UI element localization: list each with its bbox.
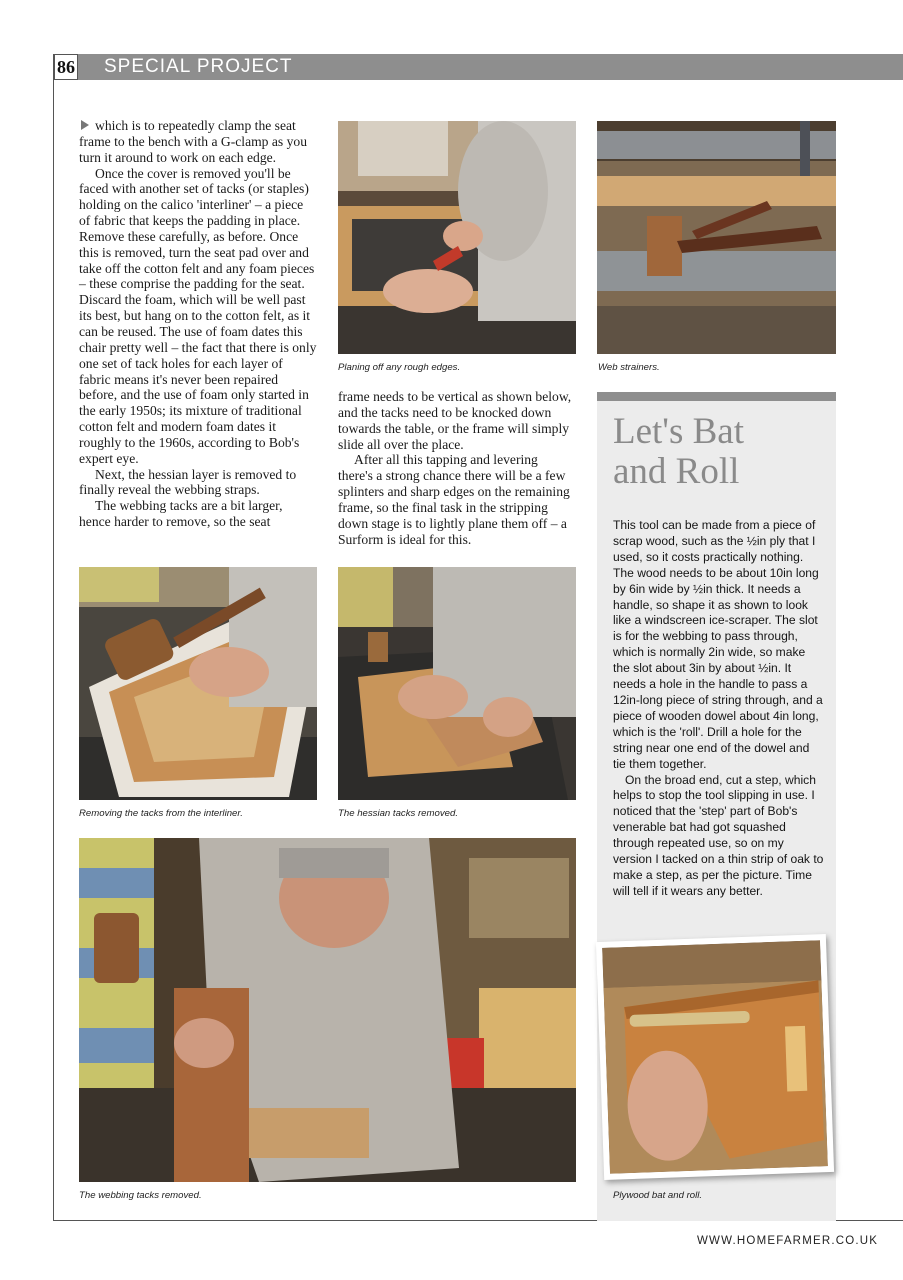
paragraph: frame needs to be vertical as shown below, and the tacks need to be knocked down towards the table, or the frame will simply slide all over the place. xyxy=(338,389,572,452)
sidebar-body xyxy=(613,518,825,900)
article-column-1 xyxy=(79,118,317,530)
caption-planing: Planing off any rough edges. xyxy=(338,362,461,373)
paragraph: This tool can be made from a piece of scrap wood, such as the ½in ply that I used, so it costs practically nothing. The wood needs to be about 10in long by 6in wide by ½in thick. It needs a handle, so shape it as shown to look like a windscreen ice-scraper. The slot is for the webbing to pass through, which is normally 2in wide, so make the slot about 3in by about ½in. It needs a hole in the handle to pass a 12in-long piece of string through, and a piece of wooden dowel about 4in long, which is the 'roll'. Drill a hole for the string near one end of the dowel and tie them together. xyxy=(613,518,823,771)
paragraph: which is to repeatedly clamp the seat frame to the bench with a G-clamp as you turn it around to work on each edge. xyxy=(79,118,307,165)
paragraph: On the broad end, cut a step, which helps to stop the tool slipping in use. I noticed that the 'step' part of Bob's venerable bat had got squashed through repeated use, so on my version I tacked on a thin strip of oak to make a step, as per the picture. Time will tell if it wears any better. xyxy=(613,772,824,898)
paragraph: Once the cover is removed you'll be faced with another set of tacks (or staples) holding on the calico 'interliner' – a piece of fabric that keeps the padding in place. Remove these carefully, as before. Once this is removed, turn the seat pad over and take off the cotton felt and any foam pieces – these comprise the padding for the seat. Discard the foam, which will be well past its best, but hang on to the cotton felt, as it can be reused. The use of foam dates this chair pretty well – the fact that there is only one set of tack holes for each layer of fabric means it's never been repaired before, and the use of foam only started in the early 1950s; its mixture of traditional cotton felt and modern foam dates it roughly to the 1960s, according to Bob's expert eye. xyxy=(79,165,317,466)
caption-webbing: The webbing tacks removed. xyxy=(79,1190,202,1201)
triangle-bullet-icon xyxy=(81,120,89,130)
paragraph: The webbing tacks are a bit larger, hence harder to remove, so the seat xyxy=(79,498,283,530)
photo-web-strainers xyxy=(597,121,836,354)
photo-interliner xyxy=(79,567,317,800)
caption-web-strainers: Web strainers. xyxy=(598,362,660,373)
sidebar-top-bar xyxy=(597,392,836,401)
photo-bat-and-roll xyxy=(596,934,834,1180)
paragraph: Next, the hessian layer is removed to finally reveal the webbing straps. xyxy=(79,466,297,498)
left-rule xyxy=(53,54,54,1221)
section-title: SPECIAL PROJECT xyxy=(104,56,293,77)
website-url: WWW.HOMEFARMER.CO.UK xyxy=(697,1235,879,1247)
page-number: 86 xyxy=(54,54,78,80)
caption-hessian: The hessian tacks removed. xyxy=(338,808,458,819)
photo-webbing xyxy=(79,838,576,1182)
caption-interliner: Removing the tacks from the interliner. xyxy=(79,808,243,819)
paragraph: After all this tapping and levering there's a strong chance there will be a few splinters and sharp edges on the remaining frame, so the final task in the stripping down stage is to lightly plane them off – a Surform is ideal for this. xyxy=(338,452,570,547)
photo-planing xyxy=(338,121,576,354)
article-column-2 xyxy=(338,389,576,547)
photo-hessian xyxy=(338,567,576,800)
sidebar-title: Let's Bat and Roll xyxy=(613,411,744,492)
caption-bat: Plywood bat and roll. xyxy=(613,1190,703,1201)
